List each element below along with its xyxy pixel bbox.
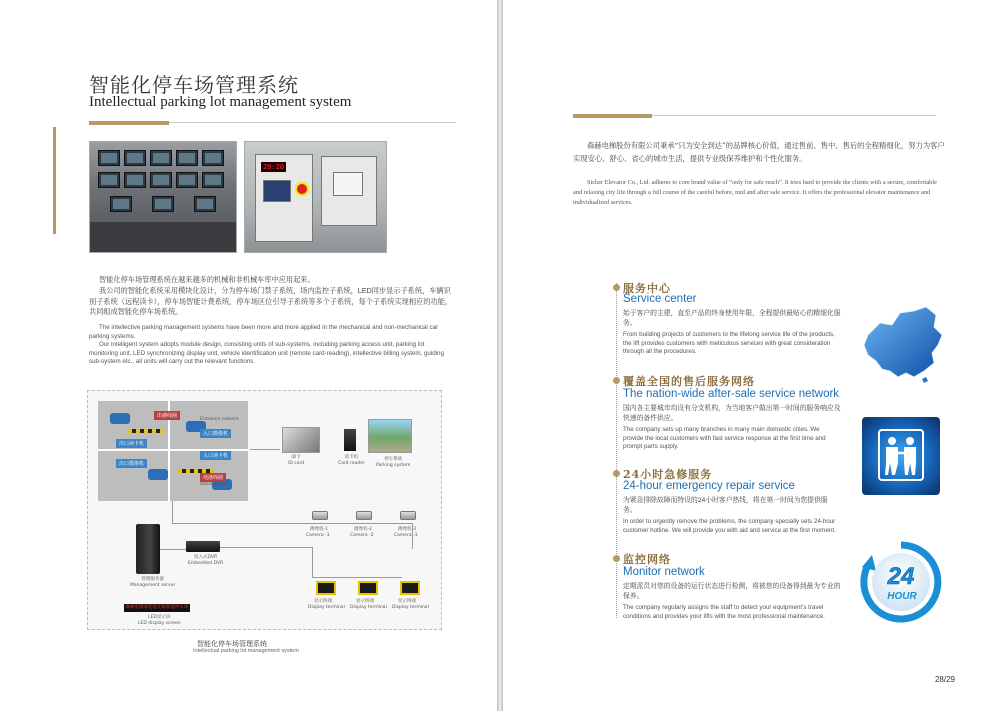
24-hour-clock-icon [858, 539, 944, 625]
section-title-cn: 24小时急修服务 [623, 468, 713, 481]
diagram-tag: 出口读卡机 [116, 439, 147, 448]
page-title-en: Intellectual parking lot management system [89, 94, 352, 110]
bullet-dot-icon [613, 470, 620, 477]
section-body: 国内各主要城市均设有分支机构，为当地客户做出第一时间的服务响应及快速的备件供应。 The company sets up many branches in many main domestic cities. We provide the local customers with fast service response at the first time and prompt parts supply. [623, 405, 841, 451]
parking-system-diagram [87, 390, 442, 630]
led-label: LED显示屏 LED display screen [138, 615, 181, 626]
display-label-en: Display terminal [350, 605, 387, 610]
diagram-caption-en: Intellectual parking lot management system [193, 648, 299, 654]
camera-icon [356, 511, 372, 520]
display-terminal-icon [358, 581, 378, 595]
section-title-cn: 覆盖全国的售后服务网络 [623, 375, 755, 388]
section-title-en: Monitor network [623, 566, 705, 578]
diagram-tag-en: Entrance camera [200, 417, 239, 422]
display-label-en: Display terminal [308, 605, 345, 610]
diagram-tag: 入口摄像机 [200, 429, 231, 438]
dvr-label: 嵌入式DVR Embedded DVR [188, 555, 224, 566]
bullet-dot-icon [613, 555, 620, 562]
company-intro-en: Sicher Elevator Co., Ltd. adheres to core brand value of “only for safe reach”. It tries hard to provide the clients with a secure, comfortable and relaxing city life through a full course of the careful before, mid and after sale service. It offers the professional elevator maintenance and individualized services. [573, 179, 937, 206]
bullet-dot-icon [613, 377, 620, 384]
card-reader-label: 读卡机 Card reader [338, 455, 365, 466]
camera-icon [312, 511, 328, 520]
section-title-cn: 监控网络 [623, 553, 671, 566]
section-timeline [616, 283, 617, 618]
dvr-icon [186, 541, 220, 552]
camera-label: 摄像机-2 [354, 527, 372, 532]
intro-text-cn-2: 我公司的智能化系统采用模块化设计，分为停车场门禁子系统，场内监控子系统，LED同步显示子系统，车辆识别子系统（远程读卡），停车场智能计费系统，停车场区位引导子系统等多个子系统，每个子系统实现相应的功能，共同组成智能化停车场系统。 [89, 286, 452, 316]
car-icon [148, 469, 168, 480]
header-divider-accent [573, 114, 652, 118]
page-number: 28/29 [934, 675, 955, 684]
intro-text-en-2: Our intelligent system adopts module design, consisting units of sub-systems, including parking access unit, parking lot monitoring unit, LED synchronizing display unit, vehicle identification unit (remote card-reading), intellective billing system, guiding sub-system etc., all units will carry out the relevant functions. [89, 341, 444, 366]
section-body: 始于客户的主建，直至产品的终身使用年限，全程提供最贴心的精细化服务。 From building projects of customers to the lifelong service life of the products, the lift provides customers with meticulous services with great consideration through all the procedures. [623, 310, 841, 356]
page-title-cn: 智能化停车场管理系统 [89, 73, 299, 97]
display-label-en: Display terminal [392, 605, 429, 610]
company-intro-cn: 森赫电梯股份有限公司秉承“只为安全到达”的品牌核心价值，通过售前、售中、售后的全程精细化，努力为客户实现安心、舒心、省心的城市生活，提供专业级保养维护和个性化服务。 [573, 141, 945, 163]
display-label: 显示终端 [398, 599, 416, 604]
diagram-tag: 出感线圈 [154, 411, 180, 420]
diagram-tag-en: Sensing coil [200, 482, 227, 487]
server-label: 管理服务器 Management server [130, 577, 176, 588]
bullet-dot-icon [613, 284, 620, 291]
title-divider-accent [89, 121, 169, 125]
management-server-icon [136, 524, 160, 574]
camera-label-en: Camera -1 [306, 533, 330, 538]
card-reader-image [344, 429, 356, 451]
section-body: 定期派员对您的设备的运行状态进行检测，将被您的设备得到最为专业的保养。 The company regularly assigns the staff to detect your equipment’s travel conditions and provides your lifts with the most professional maintenance. [623, 583, 841, 620]
camera-label-en: Camera -2 [350, 533, 374, 538]
id-card-label: ID卡 ID card [288, 455, 305, 466]
handshake-icon [862, 417, 940, 495]
display-terminal-icon [316, 581, 336, 595]
parking-system-label: 停车系统 Parking system [376, 457, 411, 468]
section-title-cn: 服务中心 [623, 282, 671, 295]
intro-text-en-1: The intellective parking management systems have been more and more applied in the mechanical and non-mechanical car parking systems. [89, 324, 439, 340]
left-page [0, 0, 497, 711]
section-title-en: The nation-wide after-sale service network [623, 388, 840, 400]
car-icon [110, 413, 130, 424]
section-title-en: Service center [623, 293, 697, 305]
camera-icon [400, 511, 416, 520]
display-label: 显示终端 [356, 599, 374, 604]
display-terminal-icon [400, 581, 420, 595]
id-card-image [282, 427, 320, 453]
diagram-tag: 入口读卡机 [200, 451, 231, 460]
section-body: 为紧急排除故障而特设的24小时客户热线，将在第一时间为您提供服务。 In order to urgently remove the problems, the company specially sets 24-hour customer hotline. We will provide you with aid and service at the first moment. [623, 497, 836, 534]
intro-text-cn-1: 智能化停车场管理系统在越来越多的机械和非机械车库中应用起来。 [99, 275, 315, 284]
led-display-board: 森赫电梯欢迎您光临智能停车场 [125, 605, 189, 610]
diagram-caption-cn: 智能化停车场管理系统 [197, 641, 267, 648]
camera-label-en: Camera -3 [394, 533, 418, 538]
china-map-icon [862, 305, 945, 383]
display-label: 显示终端 [314, 599, 332, 604]
right-page [503, 0, 1000, 711]
control-panel-photo: 20:20 [244, 141, 387, 253]
control-room-photo [89, 141, 237, 253]
camera-label: 摄像机-3 [398, 527, 416, 532]
diagram-tag: 出口摄像机 [116, 459, 147, 468]
badge-word: HOUR [887, 591, 917, 602]
parking-system-image [368, 419, 412, 453]
diagram-tag: 地感线圈 [200, 473, 226, 482]
camera-label: 摄像机-1 [310, 527, 328, 532]
gold-accent-bar [53, 127, 56, 234]
section-title-en: 24-hour emergency repair service [623, 480, 795, 492]
badge-number: 24 [887, 563, 915, 590]
